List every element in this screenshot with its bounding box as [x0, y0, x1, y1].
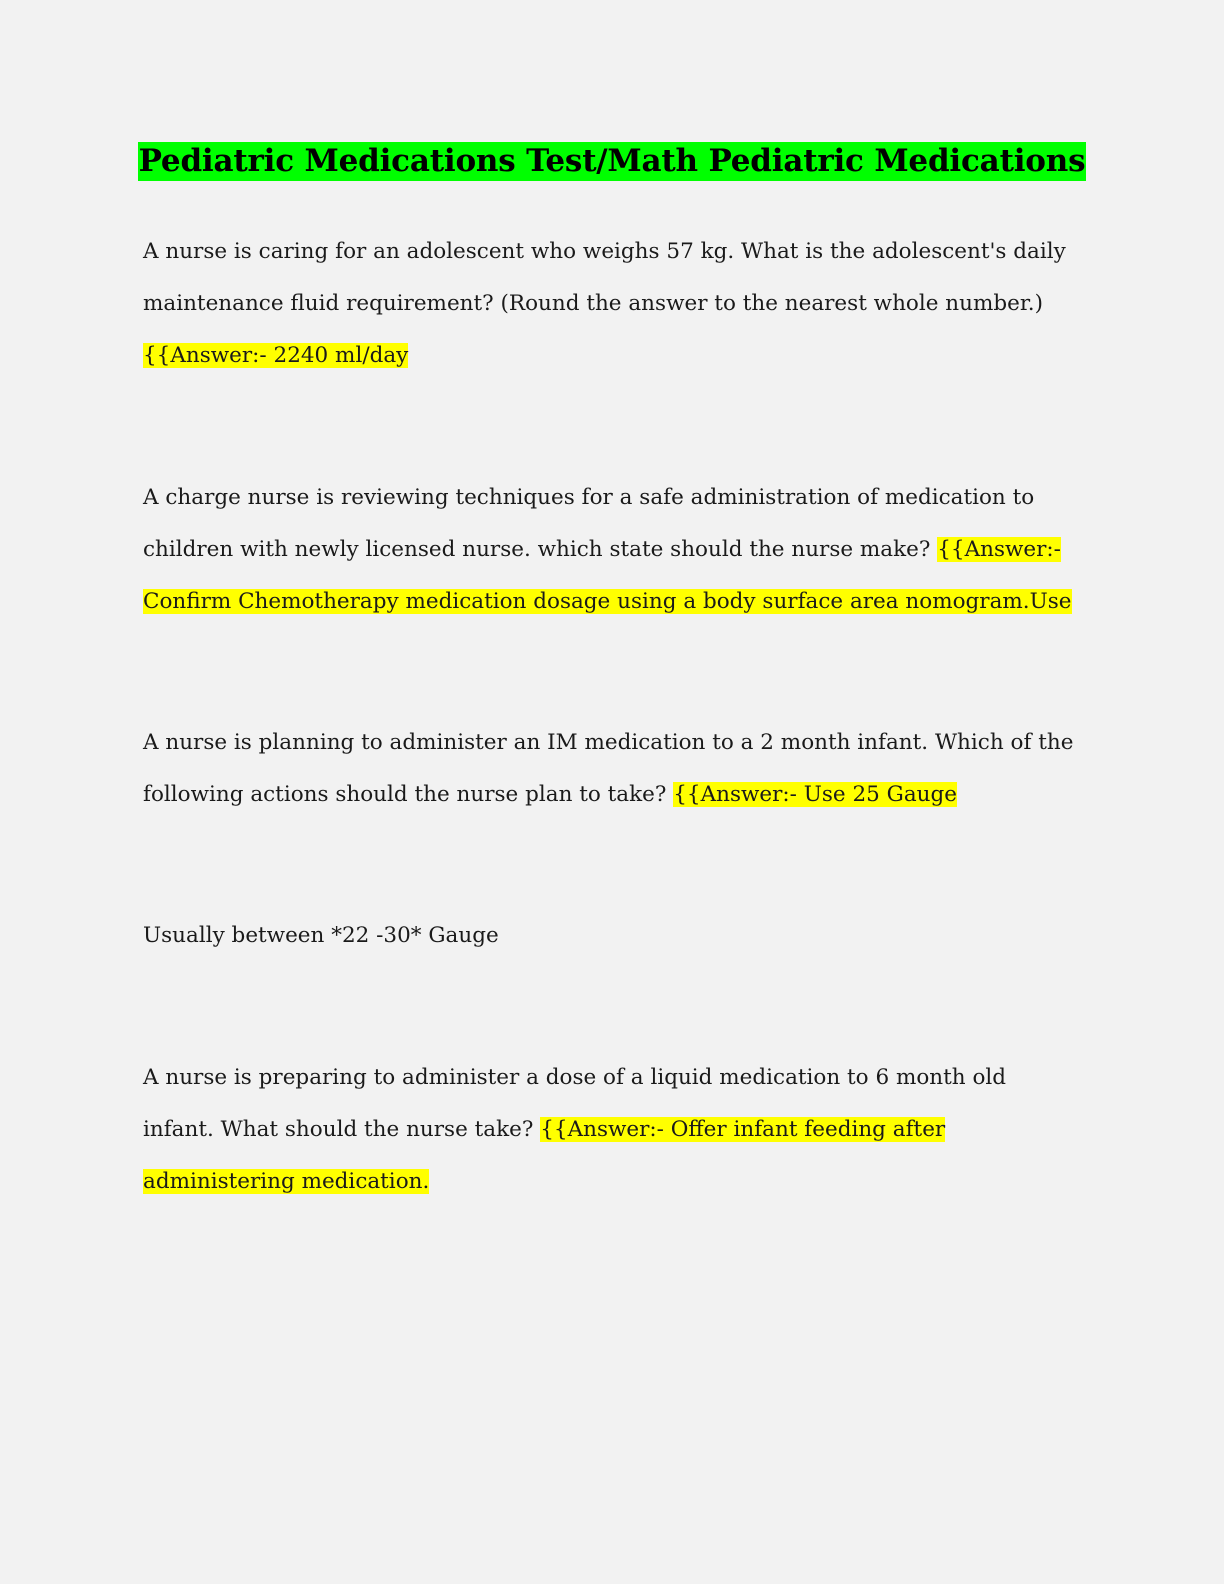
- note-block: [143, 910, 1083, 962]
- answer-text-4: {{Answer:- Offer infant feeding after administering medication.: [143, 1116, 946, 1194]
- question-text-1: A nurse is caring for an adolescent who weighs 57 kg. What is the adolescent's daily maintenance fluid requirement? (Round the answer to the nearest whole number.): [143, 239, 1066, 316]
- page-title: Pediatric Medications Test/Math Pediatric Medications: [138, 143, 1086, 179]
- answer-text-3: {{Answer:- Use 25 Gauge: [673, 781, 957, 807]
- gauge-note-text: Usually between *22 -30* Gauge: [143, 923, 499, 948]
- question-block-1: [143, 226, 1083, 381]
- question-block-3: [143, 717, 1083, 821]
- title-container: [0, 142, 1224, 181]
- question-text-4: A nurse is preparing to administer a dose of a liquid medication to 6 month old infant. What should the nurse take?: [143, 1065, 1007, 1142]
- answer-text-2: {{Answer:- Confirm Chemotherapy medication dosage using a body surface area nomogram.Use: [143, 536, 1072, 614]
- question-text-2: A charge nurse is reviewing techniques for a safe administration of medication to children with newly licensed nurse. which state should the nurse make?: [143, 485, 1035, 562]
- question-block-4: [143, 1052, 1083, 1207]
- question-block-2: [143, 472, 1083, 627]
- answer-text-1: {{Answer:- 2240 ml/day: [143, 342, 409, 368]
- question-text-3: A nurse is planning to administer an IM medication to a 2 month infant. Which of the following actions should the nurse plan to take?: [143, 730, 1074, 807]
